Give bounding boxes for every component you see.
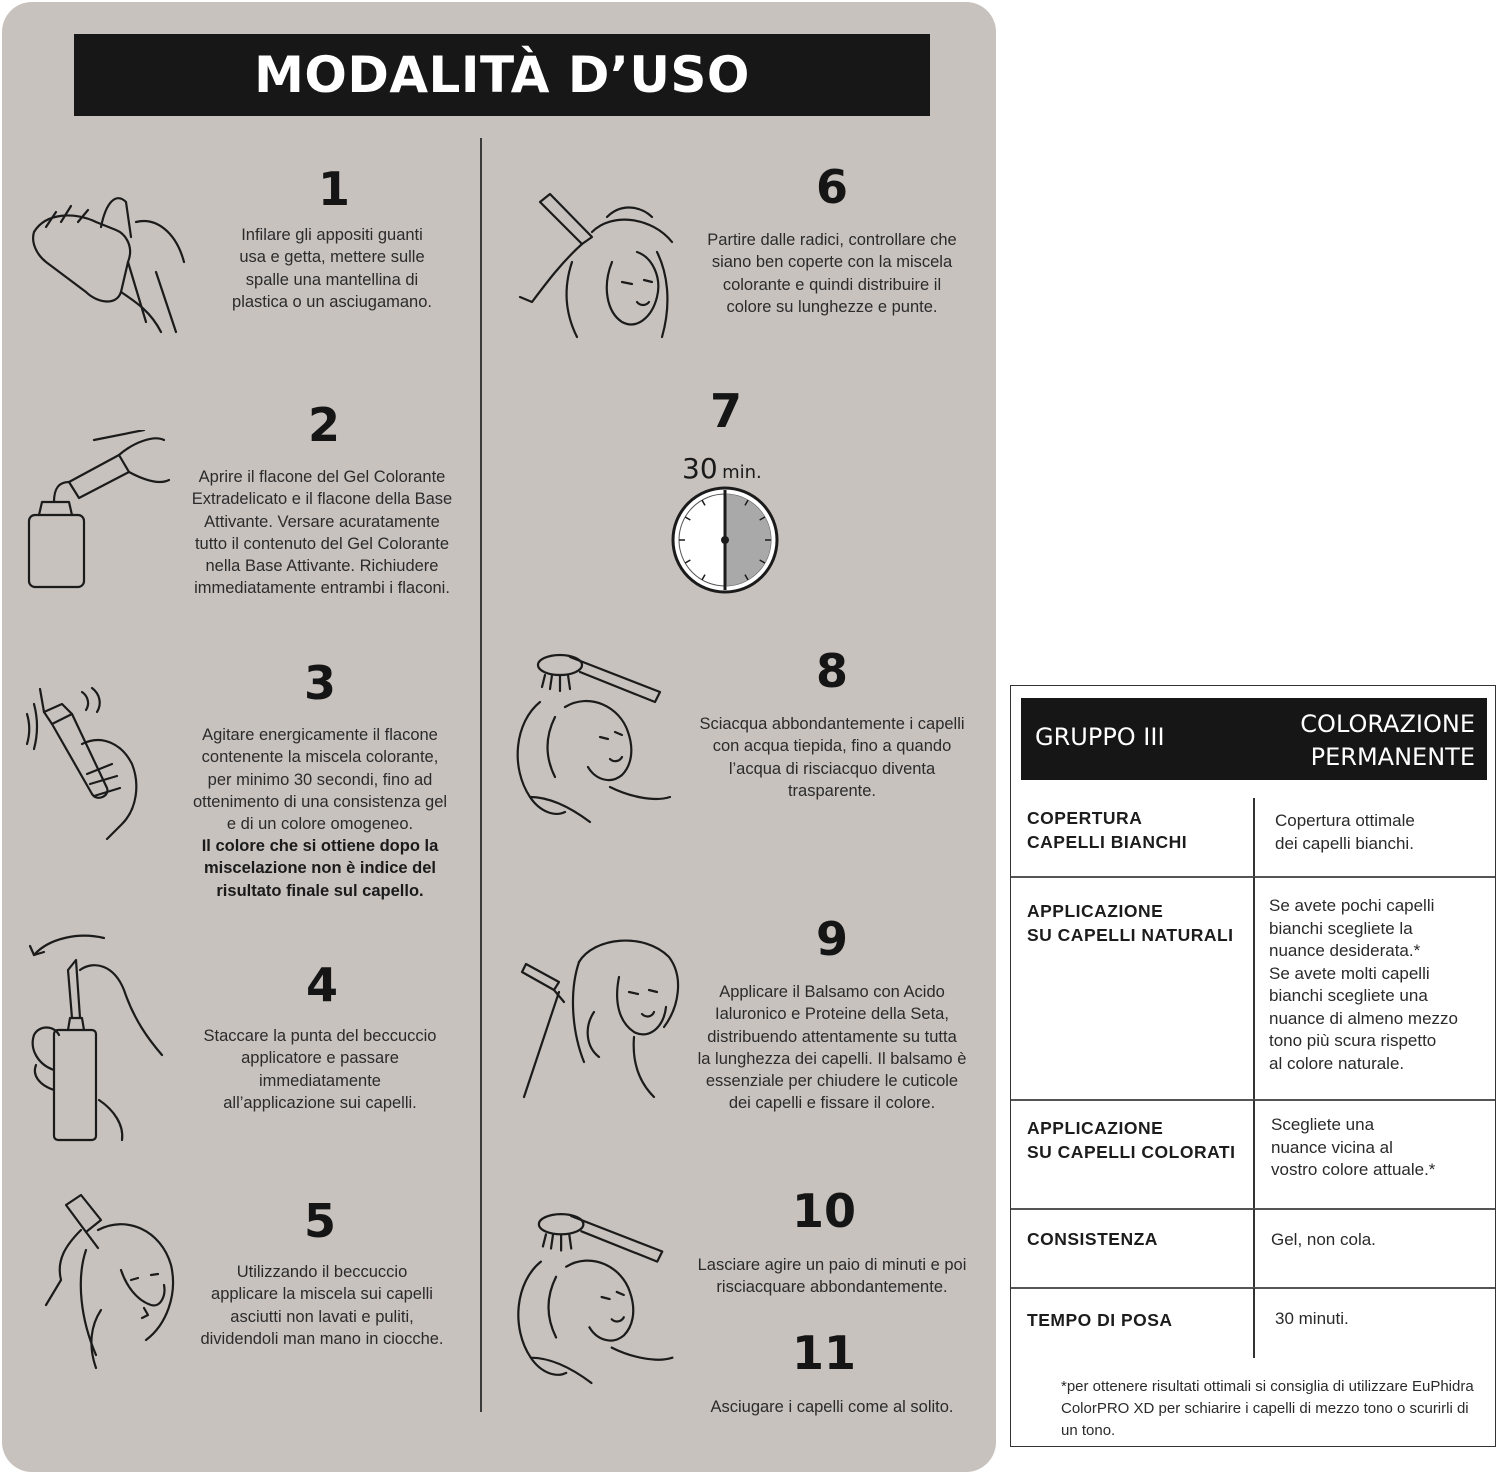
step-number: 3 (304, 656, 337, 710)
row-divider (1253, 1100, 1255, 1208)
step-number: 8 (816, 644, 849, 698)
step-text: Sciacqua abbondantemente i capelli con acqua tiepida, fino a quando l’acqua di risciacquo diventa trasparente. (699, 715, 965, 800)
row-label: APPLICAZIONE SU CAPELLI COLORATI (1027, 1118, 1236, 1162)
step-text: Infilare gli appositi guanti usa e getta, mettere sulle spalle una mantellina di plastica o un asciugamano. (232, 226, 432, 311)
row-divider (1253, 1288, 1255, 1358)
timer-clock-icon (670, 486, 780, 594)
table-row (1011, 877, 1495, 1099)
table-row (1011, 798, 1495, 876)
row-label: CONSISTENZA (1027, 1229, 1158, 1249)
rinsing-shower-icon (510, 1206, 678, 1386)
step-text: Applicare il Balsamo con Acido Ialuronico e Proteine della Seta, distribuendo attentamente su tutta la lunghezza dei capelli. Il balsamo è essenziale per chiudere le cuticole dei capelli e fissare il colore. (697, 983, 967, 1113)
step-text: Agitare energicamente il flacone contenente la miscela colorante, per minimo 30 secondi, fino ad ottenimento di una consistenza gel e di un colore omogeneo. (192, 726, 448, 834)
group-label: GRUPPO III (1035, 723, 1165, 751)
row-value: 30 minuti. (1275, 1309, 1349, 1328)
bottle-nozzle-icon (24, 930, 169, 1142)
instructions-panel (2, 2, 996, 1472)
table-row (1011, 1100, 1495, 1208)
table-footnote: *per ottenere risultati ottimali si consiglia di utilizzare EuPhidra ColorPRO XD per schiarire i capelli di mezzo tono o scurirli di un tono. (1061, 1378, 1474, 1439)
step-text: Utilizzando il beccuccio applicare la miscela sui capelli asciutti non lavati e puliti, dividendoli man mano in ciocche. (200, 1263, 444, 1348)
step-note-bold: Il colore che si ottiene dopo la miscelazione non è indice del risultato finale sul capello. (201, 837, 439, 900)
page-title: MODALITÀ D’USO (74, 34, 930, 116)
row-value: Scegliete una nuance vicina al vostro colore attuale.* (1271, 1115, 1436, 1179)
gloved-hands-icon (26, 192, 186, 337)
table-row (1011, 1209, 1495, 1287)
step-text: Partire dalle radici, controllare che siano ben coperte con la miscela colorante e quindi distribuire il colore su lunghezze e punte. (707, 231, 957, 316)
rinsing-shower-icon (510, 647, 675, 825)
table-header (1021, 698, 1487, 780)
step-text: Aprire il flacone del Gel Colorante Extradelicato e il flacone della Base Attivante. Versare acuratamente tutto il contenuto del Gel Colorante nella Base Attivante. Richiudere immediatamente entrambi i flaconi. (191, 468, 453, 598)
step-number: 11 (792, 1326, 857, 1380)
applying-dye-icon (26, 1190, 178, 1370)
conditioner-icon (514, 932, 684, 1104)
step-number: 10 (792, 1184, 857, 1238)
row-divider (1253, 877, 1255, 1099)
row-divider (1253, 1209, 1255, 1287)
step-number: 2 (308, 398, 341, 452)
step-number: 9 (816, 912, 849, 966)
step-note (170, 835, 470, 902)
step-number: 6 (816, 160, 849, 214)
row-value: Gel, non cola. (1271, 1230, 1376, 1249)
step-text: Staccare la punta del beccuccio applicatore e passare immediatamente all’applicazione sui capelli. (203, 1027, 437, 1112)
step-number: 1 (318, 162, 351, 216)
product-info-table (1010, 685, 1496, 1447)
row-label: COPERTURA CAPELLI BIANCHI (1027, 808, 1188, 852)
step-text: Lasciare agire un paio di minuti e poi risciacquare abbondantemente. (697, 1256, 967, 1297)
category-label: COLORAZIONE PERMANENTE (1300, 710, 1475, 771)
row-value: Se avete pochi capelli bianchi scegliete la nuance desiderata.* Se avete molti capelli bianchi scegliete una nuance di almeno mezzo tono più scura rispetto al colore naturale. (1269, 896, 1459, 1073)
pouring-bottle-icon (24, 430, 174, 590)
step-number: 4 (306, 958, 339, 1012)
row-value: Copertura ottimale dei capelli bianchi. (1275, 811, 1415, 853)
row-label: APPLICAZIONE SU CAPELLI NATURALI (1027, 901, 1234, 945)
step-number: 7 (710, 384, 743, 438)
row-divider (1253, 798, 1255, 876)
timer-unit: min. (722, 462, 762, 483)
spreading-color-icon (512, 192, 682, 340)
row-label: TEMPO DI POSA (1027, 1310, 1173, 1330)
step-number: 5 (304, 1194, 337, 1248)
timer-value: 30 (682, 452, 718, 485)
shaking-bottle-icon (22, 684, 152, 844)
table-row (1011, 1288, 1495, 1358)
column-divider (480, 138, 482, 1412)
step-text: Asciugare i capelli come al solito. (710, 1398, 954, 1416)
timer-label (682, 452, 802, 485)
